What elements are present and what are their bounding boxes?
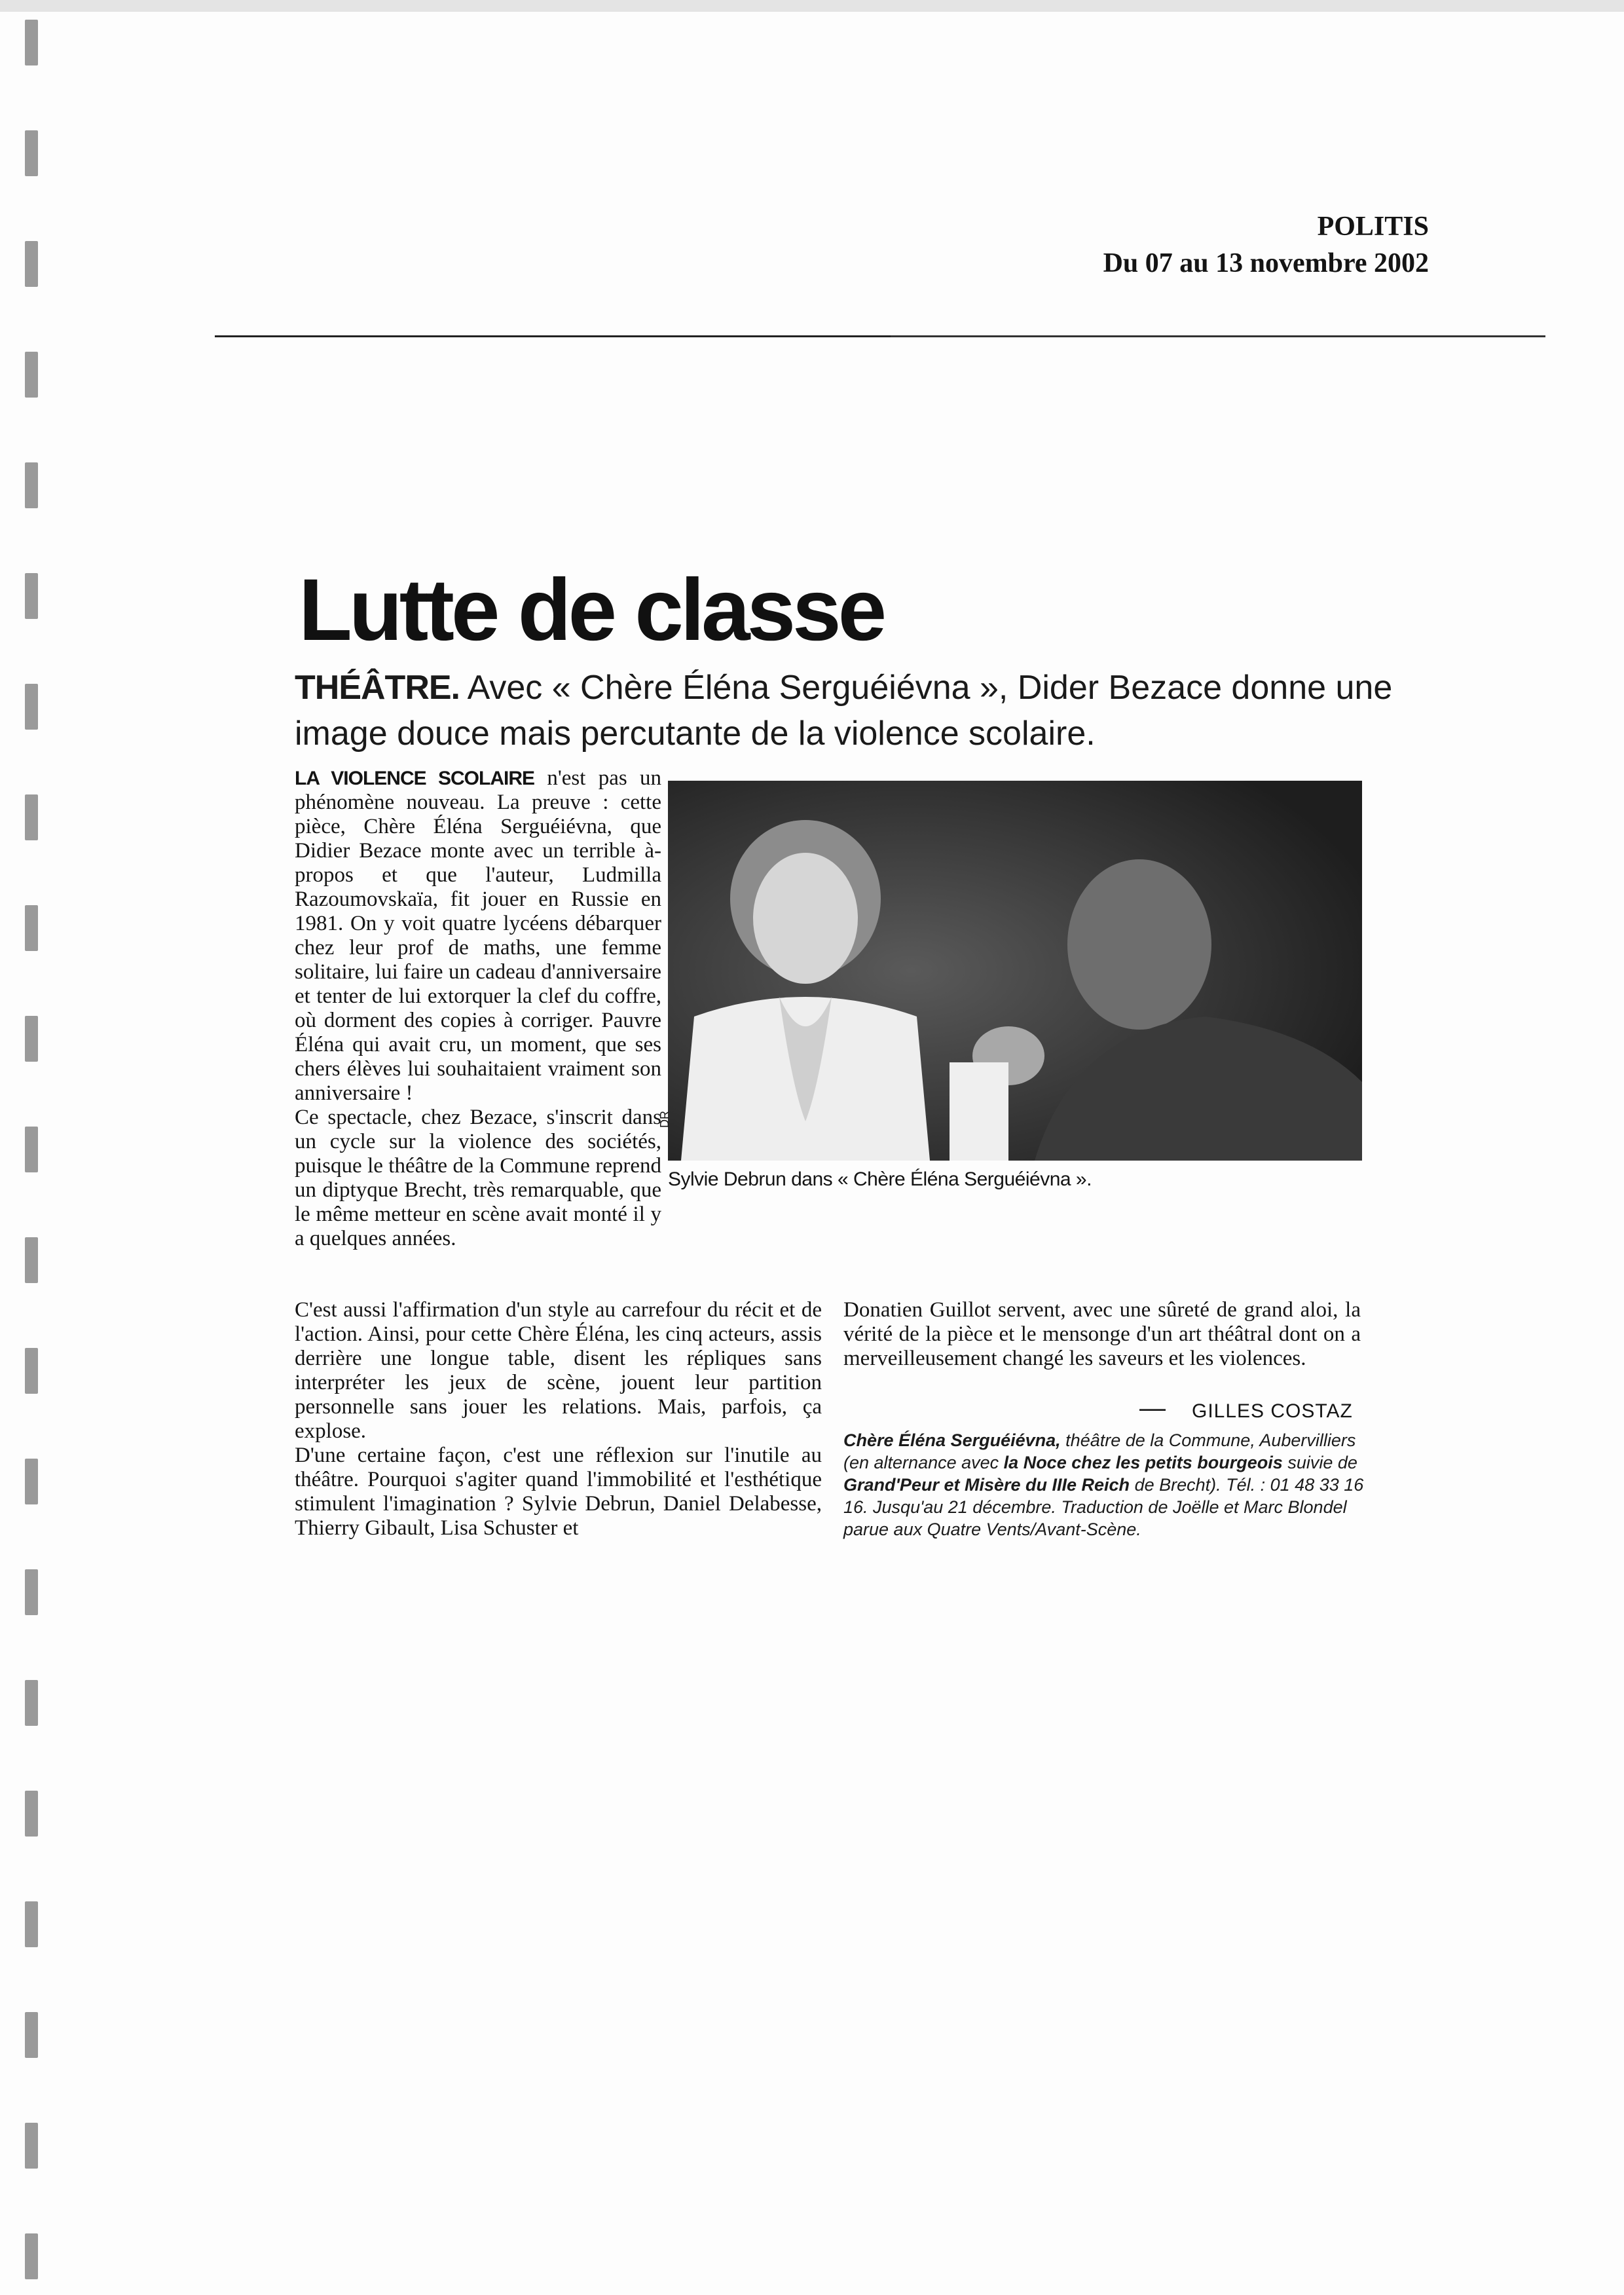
binder-hole xyxy=(25,684,38,730)
wide-column xyxy=(295,1298,822,1540)
paragraph-2-start: Ce spectacle, chez Bezace, s'inscrit dans un cycle sur la violence des sociétés, puisque le théâtre de la Commune reprend un diptyque Brecht, très remarquable, que le même metteur en scène avait monté il y a quelques années. xyxy=(295,1106,661,1250)
lead-column xyxy=(295,766,661,1251)
kicker xyxy=(295,665,1421,756)
header-rule xyxy=(215,335,891,337)
publication-name: POLITIS xyxy=(1317,212,1429,242)
info-text-1: théâtre de la Commune, Aubervilliers (en alternance avec xyxy=(843,1430,1356,1472)
photo-credit: DR xyxy=(658,1111,671,1128)
binder-hole xyxy=(25,905,38,951)
right-column xyxy=(843,1298,1361,1371)
masthead xyxy=(1103,208,1429,282)
byline-mark: — xyxy=(1139,1394,1166,1423)
stage-photo-illustration xyxy=(668,781,1362,1161)
binder-hole xyxy=(25,1459,38,1504)
binder-hole xyxy=(25,1791,38,1837)
binder-hole xyxy=(25,462,38,508)
closing-paragraph: Donatien Guillot servent, avec une sûreté de grand aloi, la vérité de la pièce et le mensonge d'un art théâtral dont on a merveilleusement changé les saveurs et les violences. xyxy=(843,1298,1361,1370)
binder-hole xyxy=(25,1016,38,1062)
binder-hole xyxy=(25,241,38,287)
kicker-text: Avec « Chère Éléna Serguéiévna », Dider Bezace donne une image douce mais percutante de la violence scolaire. xyxy=(295,669,1393,753)
kicker-label: THÉÂTRE. xyxy=(295,669,460,707)
binder-hole xyxy=(25,352,38,398)
binder-hole xyxy=(25,1348,38,1394)
photo-caption: Sylvie Debrun dans « Chère Éléna Serguéiévna ». xyxy=(668,1168,1092,1190)
paragraph-3: D'une certaine façon, c'est une réflexion sur l'inutile au théâtre. Pourquoi s'agiter quand l'immobilité et l'esthétique stimulent l'imagination ? Sylvie Debrun, Daniel Delabesse, Thierry Gibault, Lisa Schuster et xyxy=(295,1444,822,1540)
header-rule-right xyxy=(891,335,1545,337)
binder-hole xyxy=(25,573,38,619)
show-info xyxy=(843,1429,1367,1540)
paragraph-2-end: C'est aussi l'affirmation d'un style au carrefour du récit et de l'action. Ainsi, pour cette Chère Éléna, les cinq acteurs, assis derrière une longue table, disent les répliques sans interpréter les jeux de scène, jouent leur partition personnelle sans jouer les relations. Mais, parfois, ça explose. xyxy=(295,1298,822,1443)
article-photo xyxy=(668,781,1362,1161)
binder-hole xyxy=(25,20,38,65)
binder-hole xyxy=(25,130,38,176)
info-text-3: de Brecht). Tél. : 01 48 33 16 16. Jusqu'au 21 décembre. Traduction de Joëlle et Marc Blondel parue aux Quatre Vents/Avant-Scène. xyxy=(843,1475,1364,1539)
lead-runin: LA VIOLENCE SCOLAIRE xyxy=(295,768,535,789)
byline: GILLES COSTAZ xyxy=(1192,1400,1353,1422)
issue-date: Du 07 au 13 novembre 2002 xyxy=(1103,248,1429,278)
binder-hole xyxy=(25,2123,38,2169)
info-bold-2: Grand'Peur et Misère du IIIe Reich xyxy=(843,1475,1130,1495)
info-text-2: suivie de xyxy=(1287,1453,1357,1472)
binder-hole xyxy=(25,1680,38,1726)
info-title: Chère Éléna Serguéiévna, xyxy=(843,1430,1061,1450)
binder-hole xyxy=(25,1127,38,1172)
binder-hole xyxy=(25,1569,38,1615)
binder-hole xyxy=(25,2012,38,2058)
headline: Lutte de classe xyxy=(299,561,884,659)
article-clipping xyxy=(275,563,1428,1585)
info-bold-1: la Noce chez les petits bourgeois xyxy=(1003,1453,1283,1472)
binder-hole xyxy=(25,1237,38,1283)
binder-hole xyxy=(25,2233,38,2279)
binder-hole xyxy=(25,794,38,840)
scan-top-edge xyxy=(0,0,1624,12)
lead-paragraph: n'est pas un phénomène nouveau. La preuve : cette pièce, Chère Éléna Serguéiévna, que Didier Bezace monte avec un terrible à-propos et que l'auteur, Ludmilla Razoumovskaïa, fit jouer en Russie en 1981. On y voit quatre lycéens débarquer chez leur prof de maths, une femme solitaire, lui faire un cadeau d'anniversaire et tenter de lui extorquer la clef du coffre, où dorment des copies à corriger. Pauvre Éléna qui avait cru, un moment, que ses chers élèves lui souhaitaient vraiment son anniversaire ! xyxy=(295,766,661,1105)
binder-hole xyxy=(25,1901,38,1947)
